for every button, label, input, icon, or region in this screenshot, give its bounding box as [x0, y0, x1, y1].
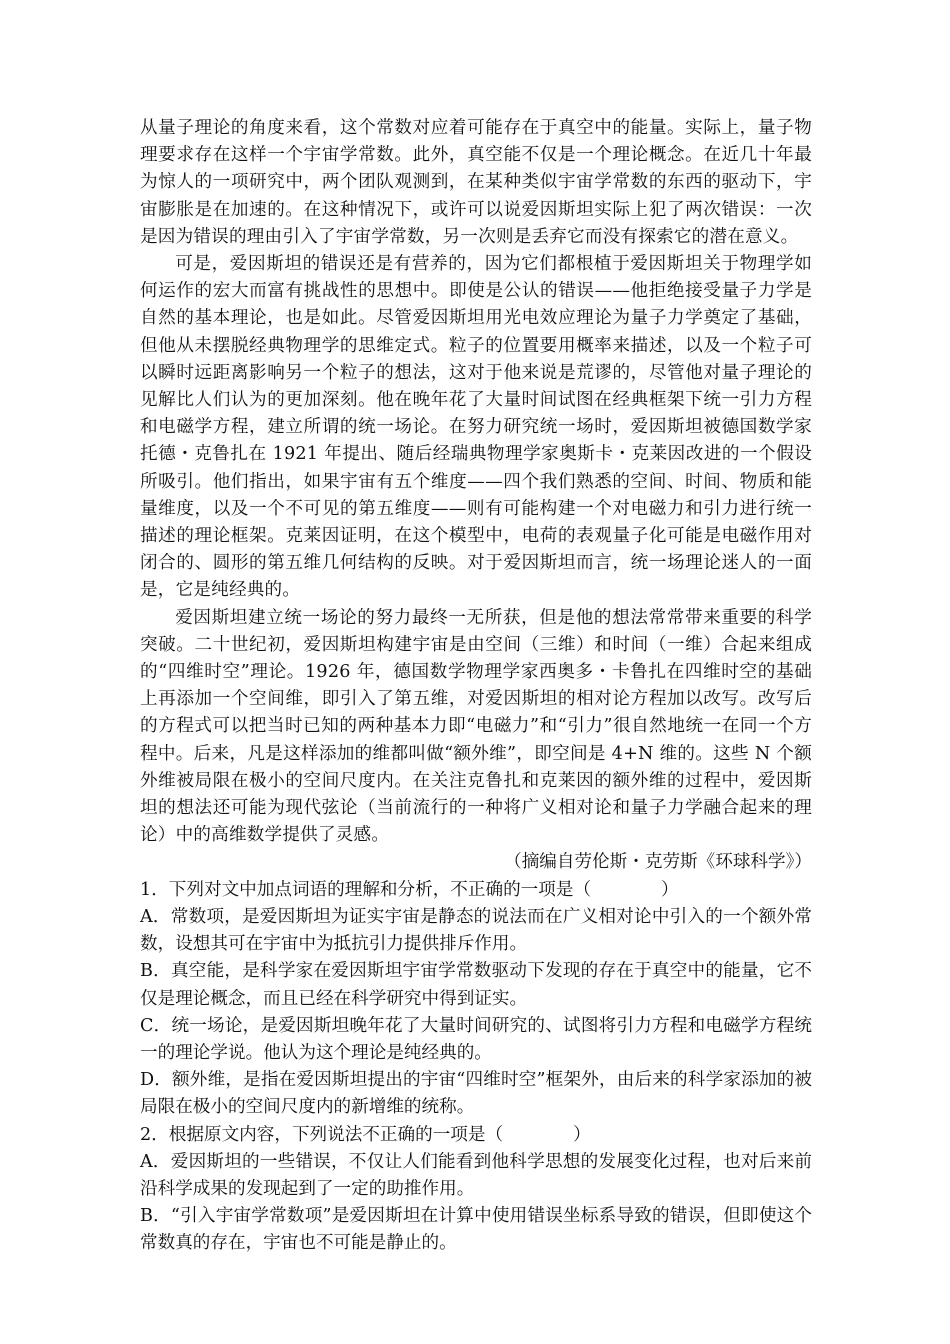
question-1-option-c: C．统一场论，是爱因斯坦晚年花了大量时间研究的、试图将引力方程和电磁学方程统一的理论学说。他认为这个理论是纯经典的。	[140, 1015, 812, 1063]
question-2-option-a: A．爱因斯坦的一些错误，不仅让人们能看到他科学思想的发展变化过程，也对后来前沿科学成果的发现起到了一定的助推作用。	[140, 1151, 812, 1199]
question-1-option-d: D．额外维，是指在爱因斯坦提出的宇宙“四维时空”框架外，由后来的科学家添加的被局限在极小的空间尺度内的新增维的统称。	[140, 1070, 812, 1118]
question-2-stem	[140, 1122, 812, 1149]
question-1-stem-text: 1．下列对文中加点词语的理解和分析，不正确的一项是（	[140, 879, 592, 900]
passage-source: （摘编自劳伦斯・克劳斯《环球科学》）	[504, 852, 812, 873]
document-page	[140, 115, 812, 1258]
question-1-stem	[140, 877, 812, 904]
question-1-stem-close: ）	[661, 879, 679, 900]
question-1-option-a: A．常数项，是爱因斯坦为证实宇宙是静态的说法而在广义相对论中引入的一个额外常数，设想其可在宇宙中为抵抗引力提供排斥作用。	[140, 906, 812, 955]
passage-paragraph-3: 爱因斯坦建立统一场论的努力最终一无所获，但是他的想法常常带来重要的科学突破。二十世纪初，爱因斯坦构建宇宙是由空间（三维）和时间（一维）合起来组成的“四维时空”理论。1926 年，德国数学物理学家西奥多・卡鲁扎在四维时空的基础上再添加一个空间维，即引入了第五维，对爱因斯坦的相对论方程加以改写。改写后的方程式可以把当时已知的两种基本力即“电磁力”和“引力”很自然地统一在同一个方程中。后来，凡是这样添加的维都叫做“额外维”，即空间是 4+N 维的。这些 N 个额外维被局限在极小的空间尺度内。在关注克鲁扎和克莱因的额外维的过程中，爱因斯坦的想法还可能为现代弦论（当前流行的一种将广义相对论和量子力学融合起来的理论）中的高维数学提供了灵感。	[140, 607, 812, 846]
passage-paragraph-2: 可是，爱因斯坦的错误还是有营养的，因为它们都根植于爱因斯坦关于物理学如何运作的宏大而富有挑战性的思想中。即使是公认的错误——他拒绝接受量子力学是自然的基本理论，也是如此。尽管爱因斯坦用光电效应理论为量子力学奠定了基础，但他从未摆脱经典物理学的思维定式。粒子的位置要用概率来描述，以及一个粒子可以瞬时远距离影响另一个粒子的想法，这对于他来说是荒谬的，尽管他对量子理论的见解比人们认为的更加深刻。他在晚年花了大量时间试图在经典框架下统一引力方程和电磁学方程，建立所谓的统一场论。在努力研究统一场时，爱因斯坦被德国数学家托德・克鲁扎在 1921 年提出、随后经瑞典物理学家奥斯卡・克莱因改进的一个假设所吸引。他们指出，如果宇宙有五个维度——四个我们熟悉的空间、时间、物质和能量维度，以及一个不可见的第五维度——则有可能构建一个对电磁力和引力进行统一描述的理论框架。克莱因证明，在这个模型中，电荷的表观量子化可能是电磁作用对闭合的、圆形的第五维几何结构的反映。对于爱因斯坦而言，统一场理论迷人的一面是，它是纯经典的。	[140, 254, 812, 601]
question-1-option-b: B．真空能，是科学家在爱因斯坦宇宙学常数驱动下发现的存在于真空中的能量，它不仅是理论概念，而且已经在科学研究中得到证实。	[140, 961, 812, 1009]
passage-paragraph-1: 从量子理论的角度来看，这个常数对应着可能存在于真空中的能量。实际上，量子物理要求存在这样一个宇宙学常数。此外，真空能不仅是一个理论概念。在近几十年最为惊人的一项研究中，两个团队观测到，在某种类似宇宙学常数的东西的驱动下，宇宙膨胀是在加速的。在这种情况下，或许可以说爱因斯坦实际上犯了两次错误：一次是因为错误的理由引入了宇宙学常数，另一次则是丢弃它而没有探索它的潜在意义。	[140, 118, 812, 247]
question-2-stem-text: 2．根据原文内容，下列说法不正确的一项是（	[140, 1124, 504, 1145]
question-2-stem-close: ）	[573, 1124, 591, 1145]
question-2-option-b: B．“引入宇宙学常数项”是爱因斯坦在计算中使用错误坐标系导致的错误，但即使这个常数真的存在，宇宙也不可能是静止的。	[140, 1206, 812, 1254]
